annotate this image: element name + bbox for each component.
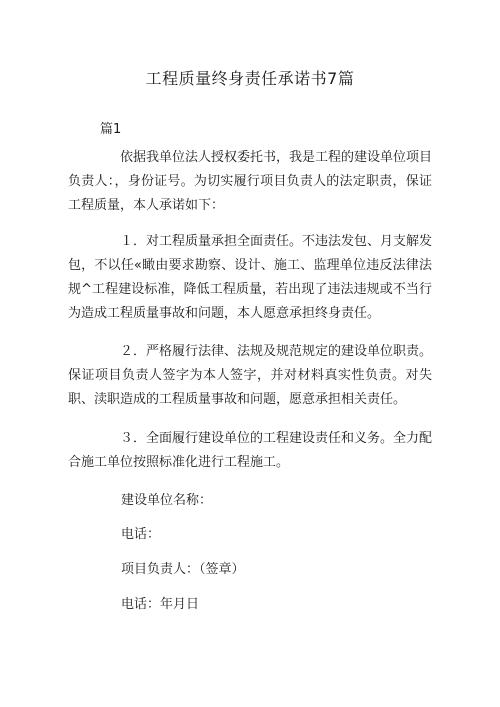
section-label: 篇1 bbox=[100, 122, 122, 137]
document-title: 工程质量终身责任承诺书7篇 bbox=[145, 69, 355, 88]
field-phone: 电话： bbox=[121, 527, 161, 542]
commitment-item-3: ３．全面履行建设单位的工程建设责任和义务。全力配合施工单位按照标准化进行工程施工。 bbox=[68, 431, 433, 470]
commitment-item-2: ２．严格履行法律、法规及规范规定的建设单位职责。保证项目负责人签字为本人签字，并对材料真实性负责。对失职、渎职造成的工程质量事故和问题，愿意承担相关责任。 bbox=[68, 344, 433, 407]
intro-paragraph: 依据我单位法人授权委托书，我是工程的建设单位项目负责人：，身份证号。为切实履行项目负责人的法定职责，保证工程质量，本人承诺如下： bbox=[68, 150, 433, 213]
commitment-item-1: １．对工程质量承担全面责任。不违法发包、月支解发包，不以任«瞰由要求勘察、设计、施工、监理单位违反法律法规^工程建设标准，降低工程质量，若出现了违法违规或不当行为造成工程质量事故和问题，本人愿意承担终身责任。 bbox=[68, 234, 433, 321]
field-construction-unit-name: 建设单位名称： bbox=[121, 493, 213, 508]
field-phone-date: 电话：年月日 bbox=[121, 597, 200, 612]
field-project-leader: 项目负责人：（签章） bbox=[121, 562, 245, 577]
